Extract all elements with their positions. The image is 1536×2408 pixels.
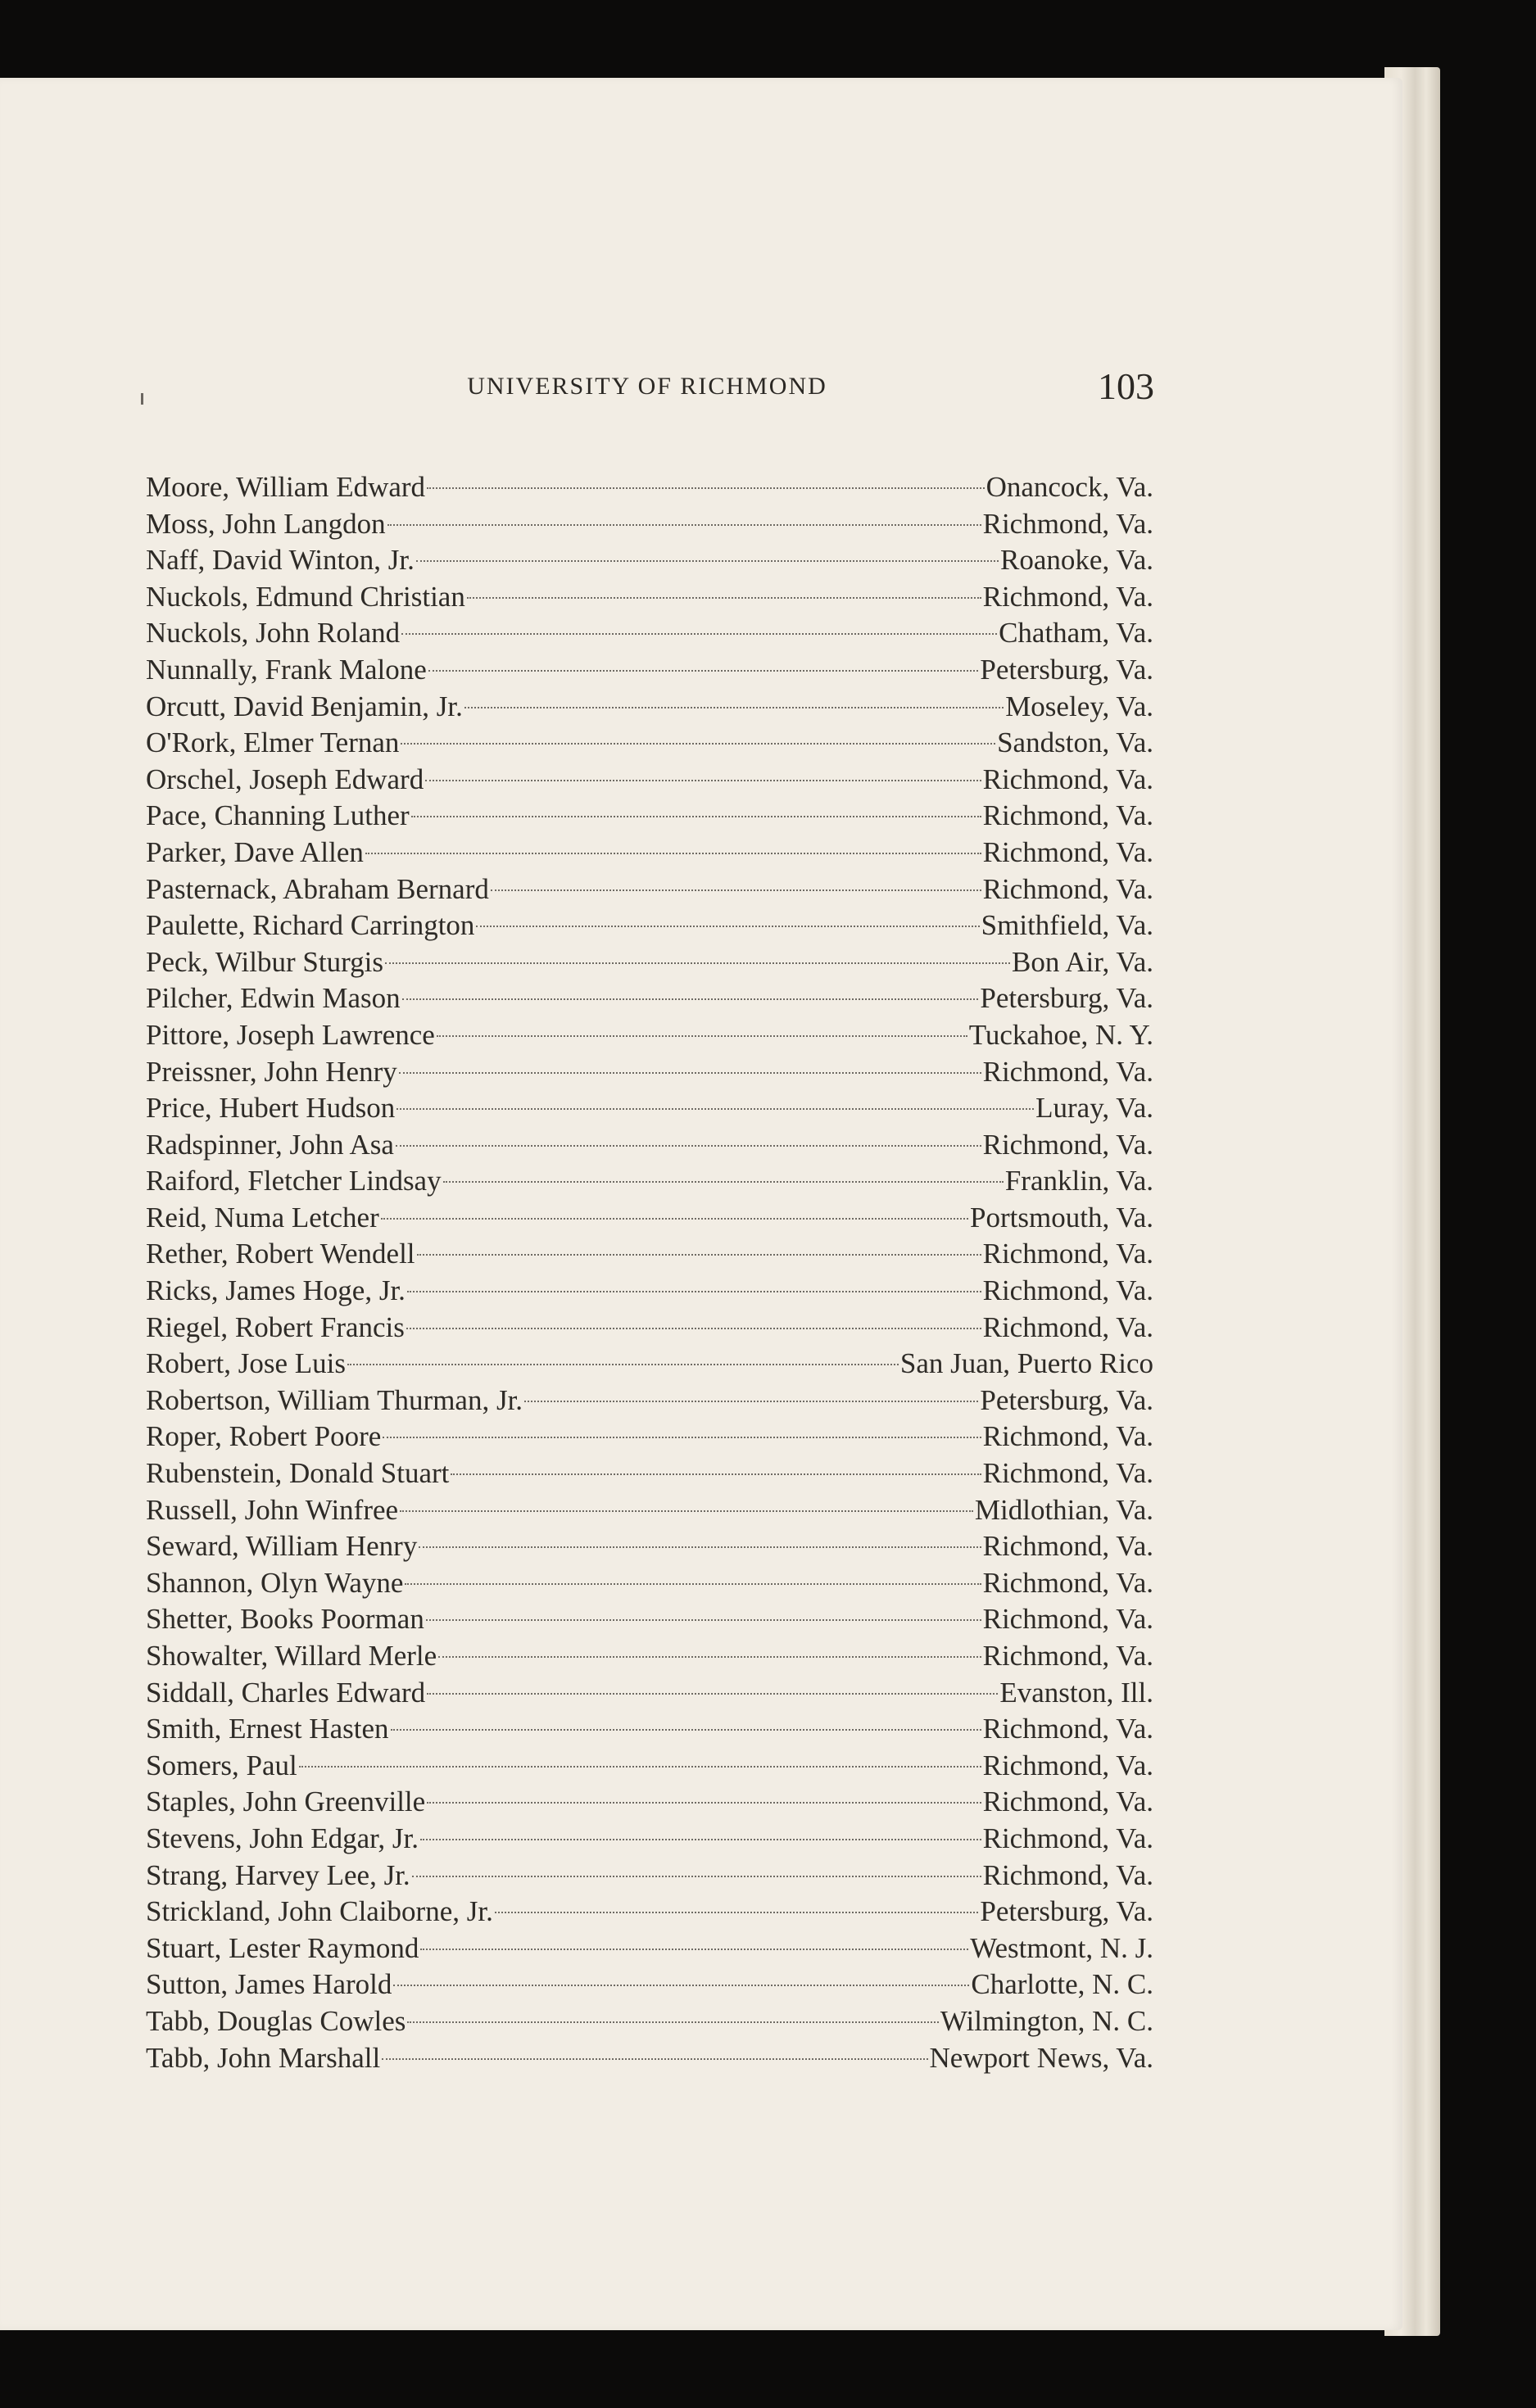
directory-entry [146,908,1153,944]
directory-entry [146,1310,1153,1347]
dot-leader [476,926,979,927]
entry-name: Ricks, James Hoge, Jr. [146,1274,406,1307]
directory-entry [146,542,1153,579]
entry-hometown: Charlotte, N. C. [971,1968,1153,2001]
page-number: 103 [1098,365,1154,407]
dot-leader [347,1364,899,1365]
dot-leader [426,1619,981,1621]
directory-entry [146,652,1153,689]
entry-name: Reid, Numa Letcher [146,1201,379,1233]
directory-entry [146,1090,1153,1127]
dot-leader [491,889,981,891]
entry-hometown: Richmond, Va. [982,1640,1153,1672]
directory-entry [146,1492,1153,1529]
directory-entry [146,980,1153,1017]
directory-entry [146,1528,1153,1565]
dot-leader [400,1510,973,1512]
entry-hometown: Richmond, Va. [982,1603,1153,1636]
dot-leader [419,1546,981,1548]
dot-leader [402,998,979,1000]
entry-name: Nuckols, Edmund Christian [146,580,465,613]
entry-name: Stuart, Lester Raymond [146,1931,419,1964]
stray-mark [141,393,143,405]
entry-hometown: Evanston, Ill. [999,1676,1153,1709]
entry-hometown: Franklin, Va. [1004,1165,1153,1197]
directory-entry [146,1748,1153,1785]
directory-entry [146,1383,1153,1419]
directory-entry [146,1601,1153,1638]
entry-name: Shetter, Books Poorman [146,1603,424,1636]
entry-hometown: Richmond, Va. [982,580,1153,613]
dot-leader [405,1583,981,1585]
dot-leader [406,1328,981,1329]
entry-name: Moore, William Edward [146,471,426,503]
directory-entry [146,1455,1153,1492]
directory-entry [146,1565,1153,1602]
entry-hometown: Roanoke, Va. [1000,544,1153,577]
entry-name: Pasternack, Abraham Bernard [146,872,489,905]
dot-leader [407,2021,938,2023]
entry-name: Paulette, Richard Carrington [146,909,475,942]
entry-hometown: Wilmington, N. C. [940,2004,1153,2037]
directory-entry [146,1054,1153,1091]
entry-name: Moss, John Langdon [146,507,386,540]
entry-name: Somers, Paul [146,1749,297,1781]
entry-hometown: Richmond, Va. [982,1713,1153,1745]
directory-entry [146,506,1153,543]
dot-leader [416,560,999,562]
entry-hometown: Richmond, Va. [982,1530,1153,1563]
dot-leader [443,1181,1004,1183]
entry-name: Strickland, John Claiborne, Jr. [146,1895,493,1928]
entry-name: Robert, Jose Luis [146,1347,347,1380]
entry-name: Shannon, Olyn Wayne [146,1566,404,1599]
entry-name: Parker, Dave Allen [146,835,364,868]
directory-entry [146,1821,1153,1858]
directory-entry [146,689,1153,726]
entry-hometown: Richmond, Va. [982,1786,1153,1818]
directory-entry [146,1784,1153,1821]
entry-hometown: Richmond, Va. [982,1238,1153,1270]
book-page [0,78,1402,2330]
dot-leader [396,1145,981,1147]
entry-name: Rether, Robert Wendell [146,1238,415,1270]
dot-leader [451,1473,981,1475]
directory-entry [146,871,1153,908]
directory-entry [146,1419,1153,1455]
entry-name: Pittore, Joseph Lawrence [146,1018,435,1051]
entry-hometown: Richmond, Va. [982,1274,1153,1307]
dot-leader [391,1729,981,1731]
directory-entry [146,1200,1153,1237]
entry-name: Robertson, William Thurman, Jr. [146,1383,523,1416]
dot-leader [437,1035,967,1037]
dot-leader [417,1254,981,1256]
entry-name: Sutton, James Harold [146,1968,392,2001]
dot-leader [382,2058,927,2060]
entry-name: Pace, Channing Luther [146,799,410,832]
entry-hometown: Richmond, Va. [982,1420,1153,1453]
dot-leader [387,524,981,526]
directory-entry [146,1273,1153,1310]
dot-leader [467,597,981,599]
entry-hometown: Portsmouth, Va. [970,1201,1153,1233]
dot-leader [396,1108,1034,1110]
entry-hometown: Onancock, Va. [985,471,1153,503]
entry-name: Siddall, Charles Edward [146,1676,426,1709]
directory-entry [146,725,1153,762]
dot-leader [428,670,979,672]
entry-name: Stevens, John Edgar, Jr. [146,1822,419,1854]
dot-leader [420,1949,968,1950]
entry-hometown: Richmond, Va. [982,1822,1153,1854]
directory-entry [146,615,1153,652]
dot-leader [427,1802,981,1804]
entry-name: Nunnally, Frank Malone [146,653,427,686]
entry-hometown: Richmond, Va. [982,1128,1153,1161]
entry-name: O'Rork, Elmer Ternan [146,726,400,759]
entry-hometown: Sandston, Va. [997,726,1153,759]
entry-hometown: San Juan, Puerto Rico [899,1347,1153,1380]
directory-entry [146,1163,1153,1200]
entry-name: Price, Hubert Hudson [146,1092,396,1125]
entry-hometown: Petersburg, Va. [980,1383,1153,1416]
directory-entry [146,1711,1153,1748]
dot-leader [401,633,997,635]
entry-hometown: Richmond, Va. [982,1055,1153,1088]
entry-name: Showalter, Willard Merle [146,1640,437,1672]
dot-leader [425,780,981,781]
entry-name: Tabb, John Marshall [146,2041,381,2074]
entry-hometown: Richmond, Va. [982,1566,1153,1599]
dot-leader [381,1218,968,1220]
dot-leader [385,962,1010,964]
dot-leader [383,1437,981,1438]
dot-leader [411,816,981,817]
entry-name: Pilcher, Edwin Mason [146,982,401,1015]
directory-entry [146,1017,1153,1054]
entry-hometown: Bon Air, Va. [1012,945,1153,978]
entry-name: Rubenstein, Donald Stuart [146,1457,450,1490]
directory-entry [146,1894,1153,1930]
directory-entry [146,1127,1153,1164]
directory-entry [146,1346,1153,1383]
entry-name: Smith, Ernest Hasten [146,1713,389,1745]
directory-entry [146,2040,1153,2077]
directory-entry [146,1638,1153,1675]
running-head: UNIVERSITY OF RICHMOND [467,373,827,400]
entry-hometown: Moseley, Va. [1005,690,1153,722]
directory-entry [146,1858,1153,1894]
entry-name: Staples, John Greenville [146,1786,426,1818]
dot-leader [427,487,985,489]
directory-entry [146,798,1153,835]
dot-leader [407,1291,981,1292]
entry-hometown: Richmond, Va. [982,872,1153,905]
entry-name: Naff, David Winton, Jr. [146,544,415,577]
entry-hometown: Richmond, Va. [982,1858,1153,1891]
directory-entry [146,1236,1153,1273]
entry-hometown: Luray, Va. [1035,1092,1153,1125]
directory-entry [146,1675,1153,1712]
entry-name: Tabb, Douglas Cowles [146,2004,406,2037]
directory-entry [146,944,1153,981]
directory-entry [146,469,1153,506]
dot-leader [427,1693,998,1695]
entry-hometown: Westmont, N. J. [970,1931,1153,1964]
entry-hometown: Midlothian, Va. [974,1493,1153,1526]
entry-hometown: Newport News, Va. [929,2041,1153,2074]
entry-hometown: Richmond, Va. [982,763,1153,795]
directory-entry [146,762,1153,799]
directory-entry [146,1930,1153,1967]
entry-name: Orcutt, David Benjamin, Jr. [146,690,463,722]
dot-leader [438,1656,981,1658]
entry-hometown: Richmond, Va. [982,1457,1153,1490]
entry-hometown: Richmond, Va. [982,799,1153,832]
entry-hometown: Tuckahoe, N. Y. [968,1018,1153,1051]
entry-name: Orschel, Joseph Edward [146,763,424,795]
entry-name: Nuckols, John Roland [146,617,401,650]
dot-leader [401,743,995,745]
entry-name: Roper, Robert Poore [146,1420,382,1453]
entry-name: Riegel, Robert Francis [146,1310,405,1343]
entry-name: Peck, Wilbur Sturgis [146,945,383,978]
directory-entry [146,1967,1153,2003]
dot-leader [393,1985,969,1986]
entry-hometown: Petersburg, Va. [980,1895,1153,1928]
entry-hometown: Smithfield, Va. [981,909,1153,942]
directory-entry [146,579,1153,616]
entry-hometown: Petersburg, Va. [980,653,1153,686]
entry-hometown: Chatham, Va. [999,617,1153,650]
dot-leader [412,1876,981,1877]
entry-hometown: Richmond, Va. [982,835,1153,868]
dot-leader [464,707,1004,708]
entry-name: Preissner, John Henry [146,1055,397,1088]
entry-name: Strang, Harvey Lee, Jr. [146,1858,410,1891]
entry-hometown: Richmond, Va. [982,1749,1153,1781]
student-directory-list [146,469,1153,2076]
directory-entry [146,835,1153,871]
dot-leader [299,1766,981,1768]
entry-name: Russell, John Winfree [146,1493,399,1526]
entry-name: Raiford, Fletcher Lindsay [146,1165,442,1197]
dot-leader [495,1912,979,1913]
dot-leader [420,1839,981,1840]
directory-entry [146,2003,1153,2040]
entry-hometown: Petersburg, Va. [980,982,1153,1015]
dot-leader [365,853,981,854]
entry-name: Seward, William Henry [146,1530,418,1563]
dot-leader [399,1072,981,1074]
entry-name: Radspinner, John Asa [146,1128,394,1161]
entry-hometown: Richmond, Va. [982,1310,1153,1343]
entry-hometown: Richmond, Va. [982,507,1153,540]
dot-leader [524,1401,978,1402]
